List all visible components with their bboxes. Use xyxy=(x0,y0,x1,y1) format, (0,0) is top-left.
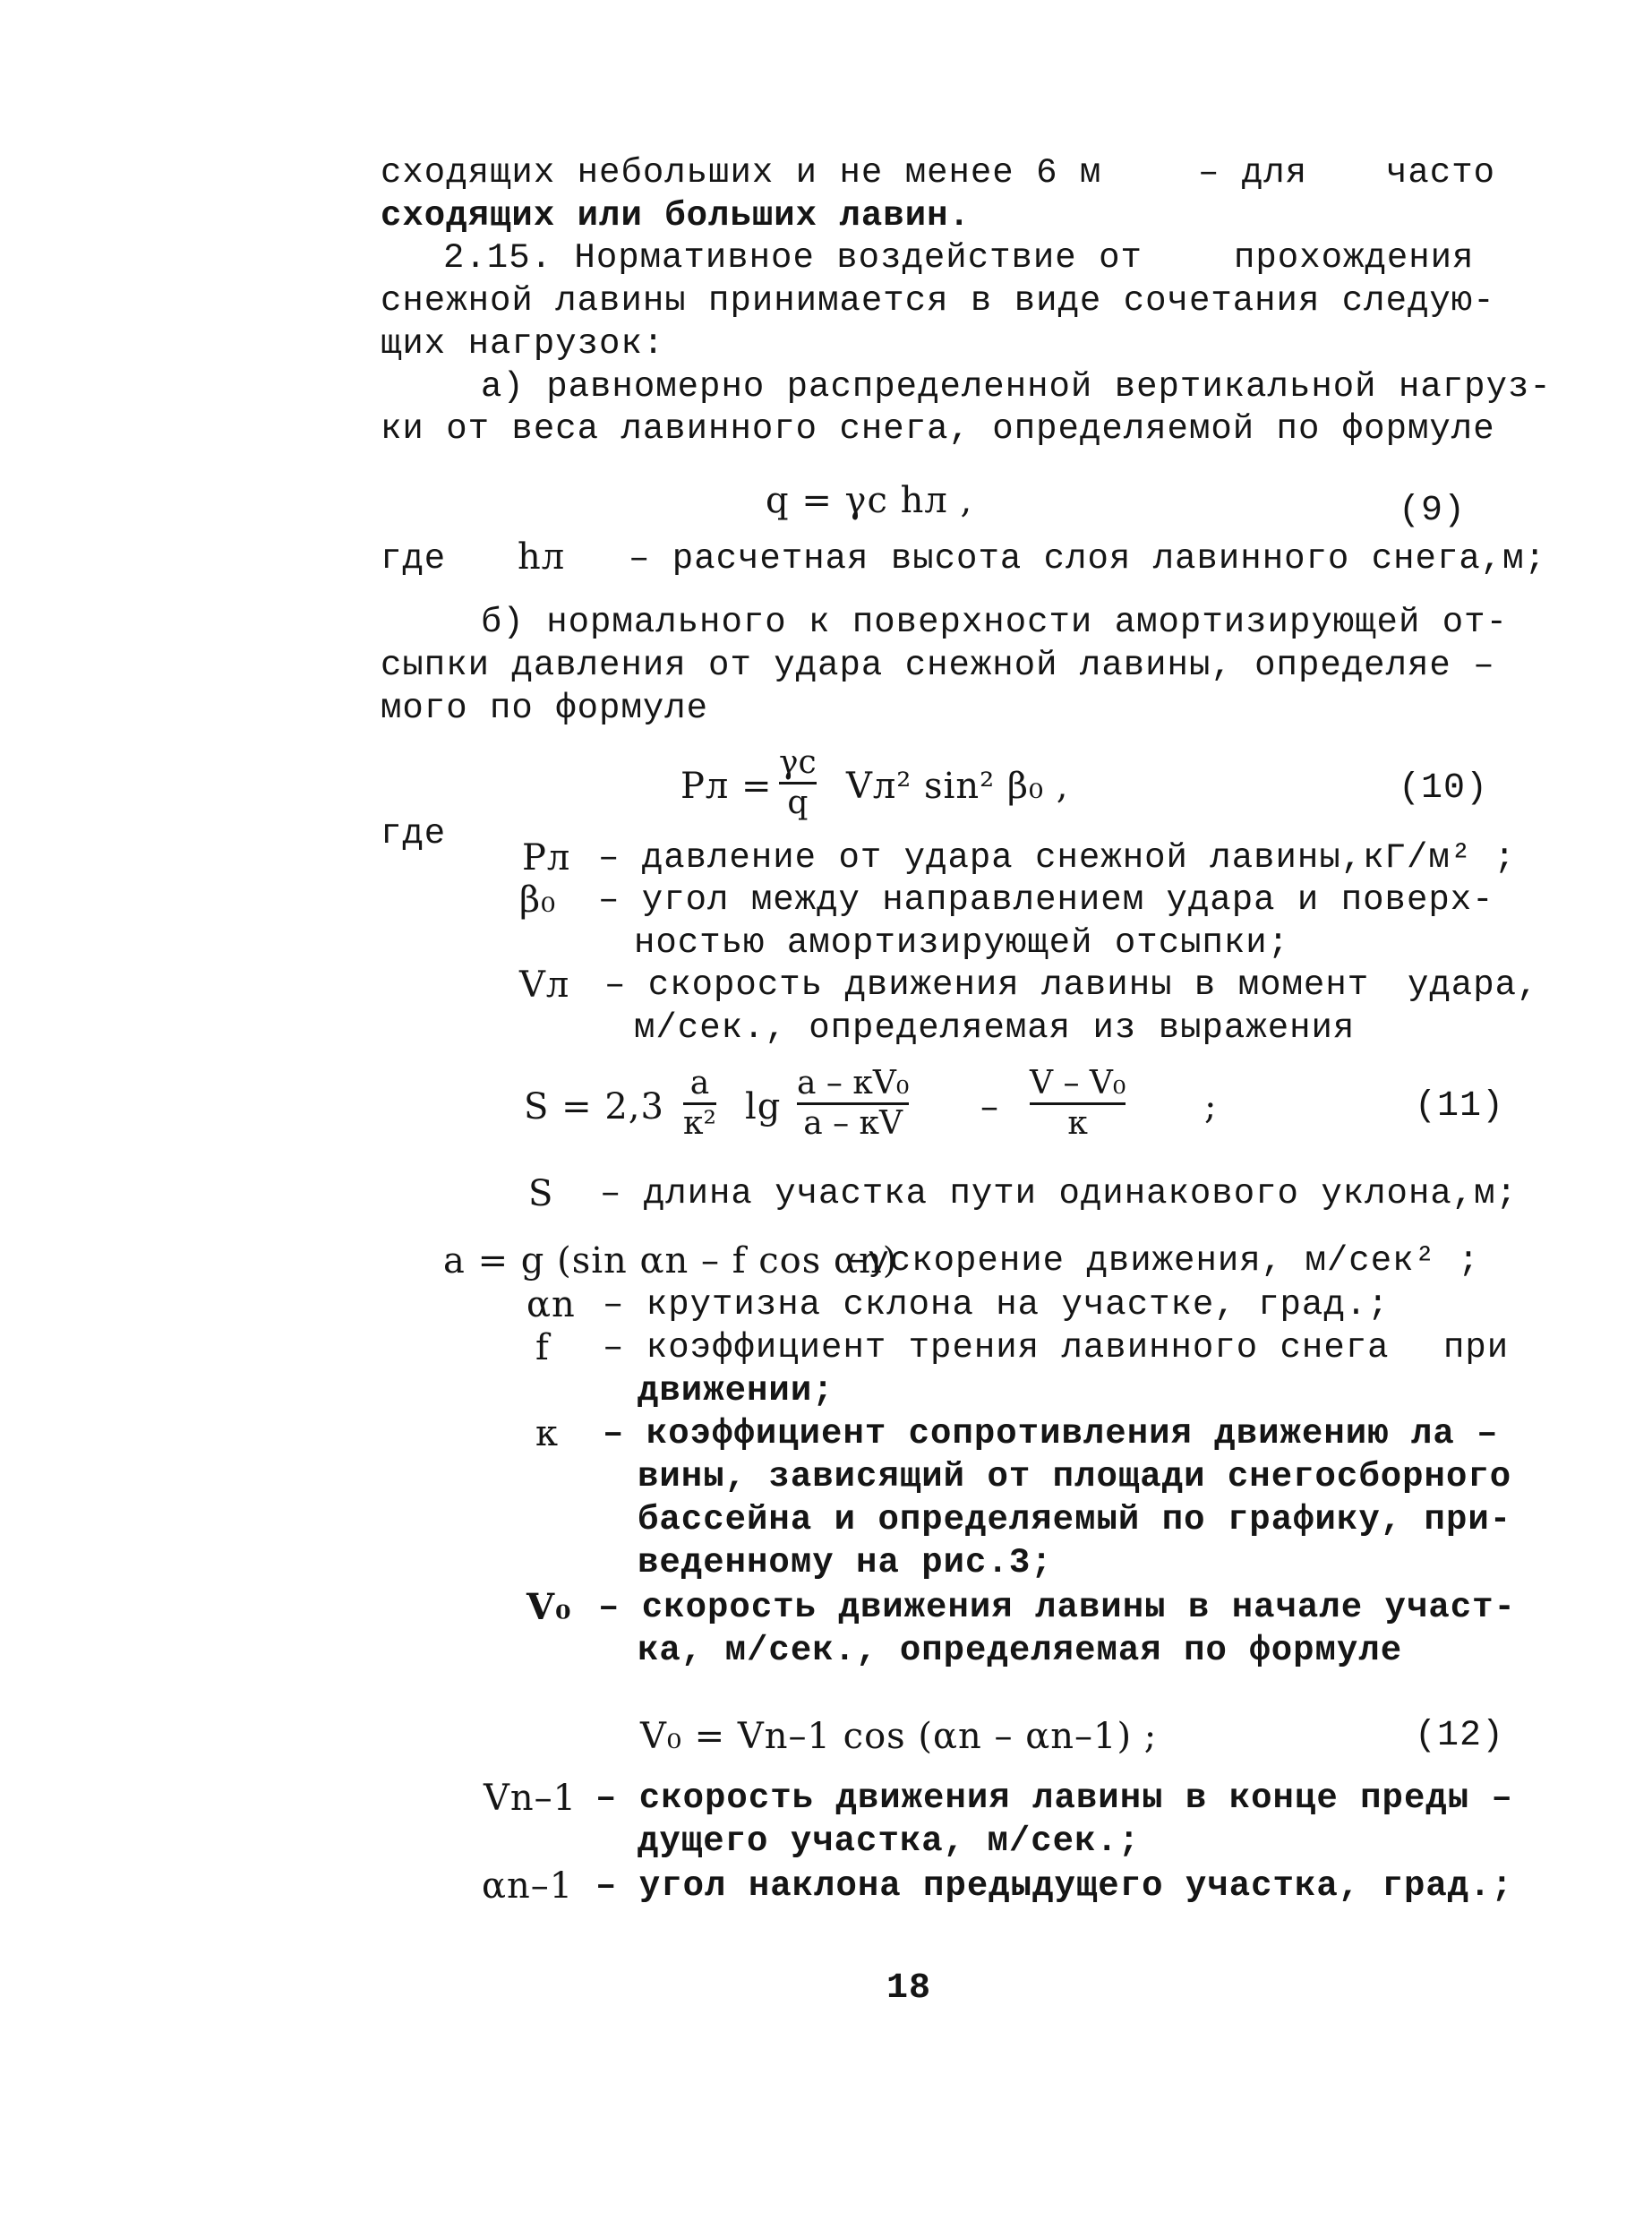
text-line: – давление от удара снежной лавины,кГ/м² ; xyxy=(598,838,1516,878)
text-line: – скорость движения лавины в момент xyxy=(604,965,1370,1005)
text-line: –ускорение движения, м/сек² ; xyxy=(846,1241,1480,1281)
text-line: при xyxy=(1443,1328,1510,1367)
text-line: вины, зависящий от площади снегосборного xyxy=(638,1457,1512,1496)
text-line: бассейна и определяемый по графику, при- xyxy=(638,1500,1512,1539)
page-number: 18 xyxy=(886,1968,932,2009)
formula-12-number: (12) xyxy=(1415,1716,1505,1756)
fraction-numerator: a xyxy=(689,1065,710,1102)
text-line: – скорость движения лавины в начале участ- xyxy=(598,1588,1516,1627)
formula-10-number: (10) xyxy=(1399,768,1489,809)
formula-11-number: (11) xyxy=(1415,1086,1505,1127)
symbol-p: Pл xyxy=(522,837,571,879)
formula-11-fraction-log xyxy=(797,1066,909,1142)
text-line: – угол наклона предыдущего участка, град.; xyxy=(595,1866,1513,1906)
text-line: – расчетная высота слоя лавинного снега,м; xyxy=(629,539,1546,579)
symbol-h: hл xyxy=(518,536,566,578)
text-line: а) равномерно распределенной вертикальной нагруз- xyxy=(481,367,1552,407)
formula-9-number: (9) xyxy=(1399,491,1467,531)
fraction-numerator: a – кV₀ xyxy=(797,1065,910,1102)
formula-11-lg: lg xyxy=(745,1086,782,1127)
text-line: удара, xyxy=(1408,965,1539,1005)
text-line: прохождения xyxy=(1234,238,1475,278)
text-line: движении; xyxy=(638,1371,835,1410)
symbol-s: S xyxy=(528,1173,554,1214)
formula-10-right: Vл² sin² β₀ , xyxy=(846,766,1069,807)
text-line: снежной лавины принимается в виде сочетания следую- xyxy=(381,281,1495,321)
text-line: 2.15. Нормативное воздействие от xyxy=(443,238,1143,278)
symbol-v0: V₀ xyxy=(526,1586,572,1628)
text-line: б) нормального к поверхности амортизирующей от- xyxy=(481,603,1508,642)
formula-10-fraction xyxy=(779,745,817,821)
formula-11-minus: – xyxy=(980,1086,999,1127)
formula-11-fraction-v xyxy=(1030,1066,1126,1142)
fraction-denominator: q xyxy=(787,784,809,821)
text-line: веденному на рис.3; xyxy=(638,1543,1053,1582)
fraction-numerator: γc xyxy=(779,744,817,781)
text-line: ки от веса лавинного снега, определяемой по формуле xyxy=(381,409,1495,449)
text-line: мого по формуле xyxy=(381,689,709,728)
fraction-denominator: к xyxy=(1067,1105,1088,1142)
text-line: щих нагрузок: xyxy=(381,324,665,364)
text-line: – скорость движения лавины в конце преды – xyxy=(595,1779,1513,1818)
symbol-f: f xyxy=(535,1327,550,1368)
text-line: – коэффициент сопротивления движению ла – xyxy=(603,1414,1499,1453)
formula-11-semicolon: ; xyxy=(1204,1086,1218,1127)
fraction-denominator: к² xyxy=(683,1105,716,1142)
formula-10-left: Pл = xyxy=(680,766,773,807)
symbol-alpha-n: αn xyxy=(526,1284,576,1325)
formula-11-left: S = 2,3 xyxy=(524,1086,664,1127)
formula-12: V₀ = Vn–1 cos (αn – αn–1) ; xyxy=(640,1716,1158,1757)
text-line: – длина участка пути одинакового уклона,м; xyxy=(600,1174,1518,1213)
text-line: дущего участка, м/сек.; xyxy=(638,1822,1141,1861)
text-line: где xyxy=(381,539,447,579)
symbol-alpha-n1: αn–1 xyxy=(482,1865,574,1907)
formula-9: q = γc hл , xyxy=(766,480,973,521)
text-line: – коэффициент трения лавинного снега xyxy=(603,1328,1390,1367)
symbol-k: к xyxy=(535,1413,559,1454)
symbol-vn1: Vn–1 xyxy=(484,1778,578,1819)
text-line: сходящих или больших лавин. xyxy=(381,196,971,236)
text-line: – для xyxy=(1198,153,1308,193)
text-line: м/сек., определяемая из выражения xyxy=(634,1008,1356,1048)
text-line: сходящих небольших и не менее 6 м xyxy=(381,153,1102,193)
text-line: – угол между направлением удара и поверх- xyxy=(598,880,1494,920)
text-line: ка, м/сек., определяемая по формуле xyxy=(638,1631,1403,1670)
fraction-numerator: V – V₀ xyxy=(1030,1065,1126,1102)
formula-acceleration: a = g (sin αn – f cos αn) xyxy=(443,1240,898,1282)
text-line: часто xyxy=(1386,153,1496,193)
symbol-beta: β₀ xyxy=(519,879,557,921)
formula-11-fraction-a xyxy=(683,1066,716,1142)
fraction-denominator: a – кV xyxy=(803,1105,903,1142)
symbol-v: Vл xyxy=(519,964,570,1006)
text-line: ностью амортизирующей отсыпки; xyxy=(634,923,1290,963)
text-line: – крутизна склона на участке, град.; xyxy=(603,1285,1390,1325)
text-line: сыпки давления от удара снежной лавины, определяе – xyxy=(381,646,1495,685)
text-line: где xyxy=(381,814,447,853)
